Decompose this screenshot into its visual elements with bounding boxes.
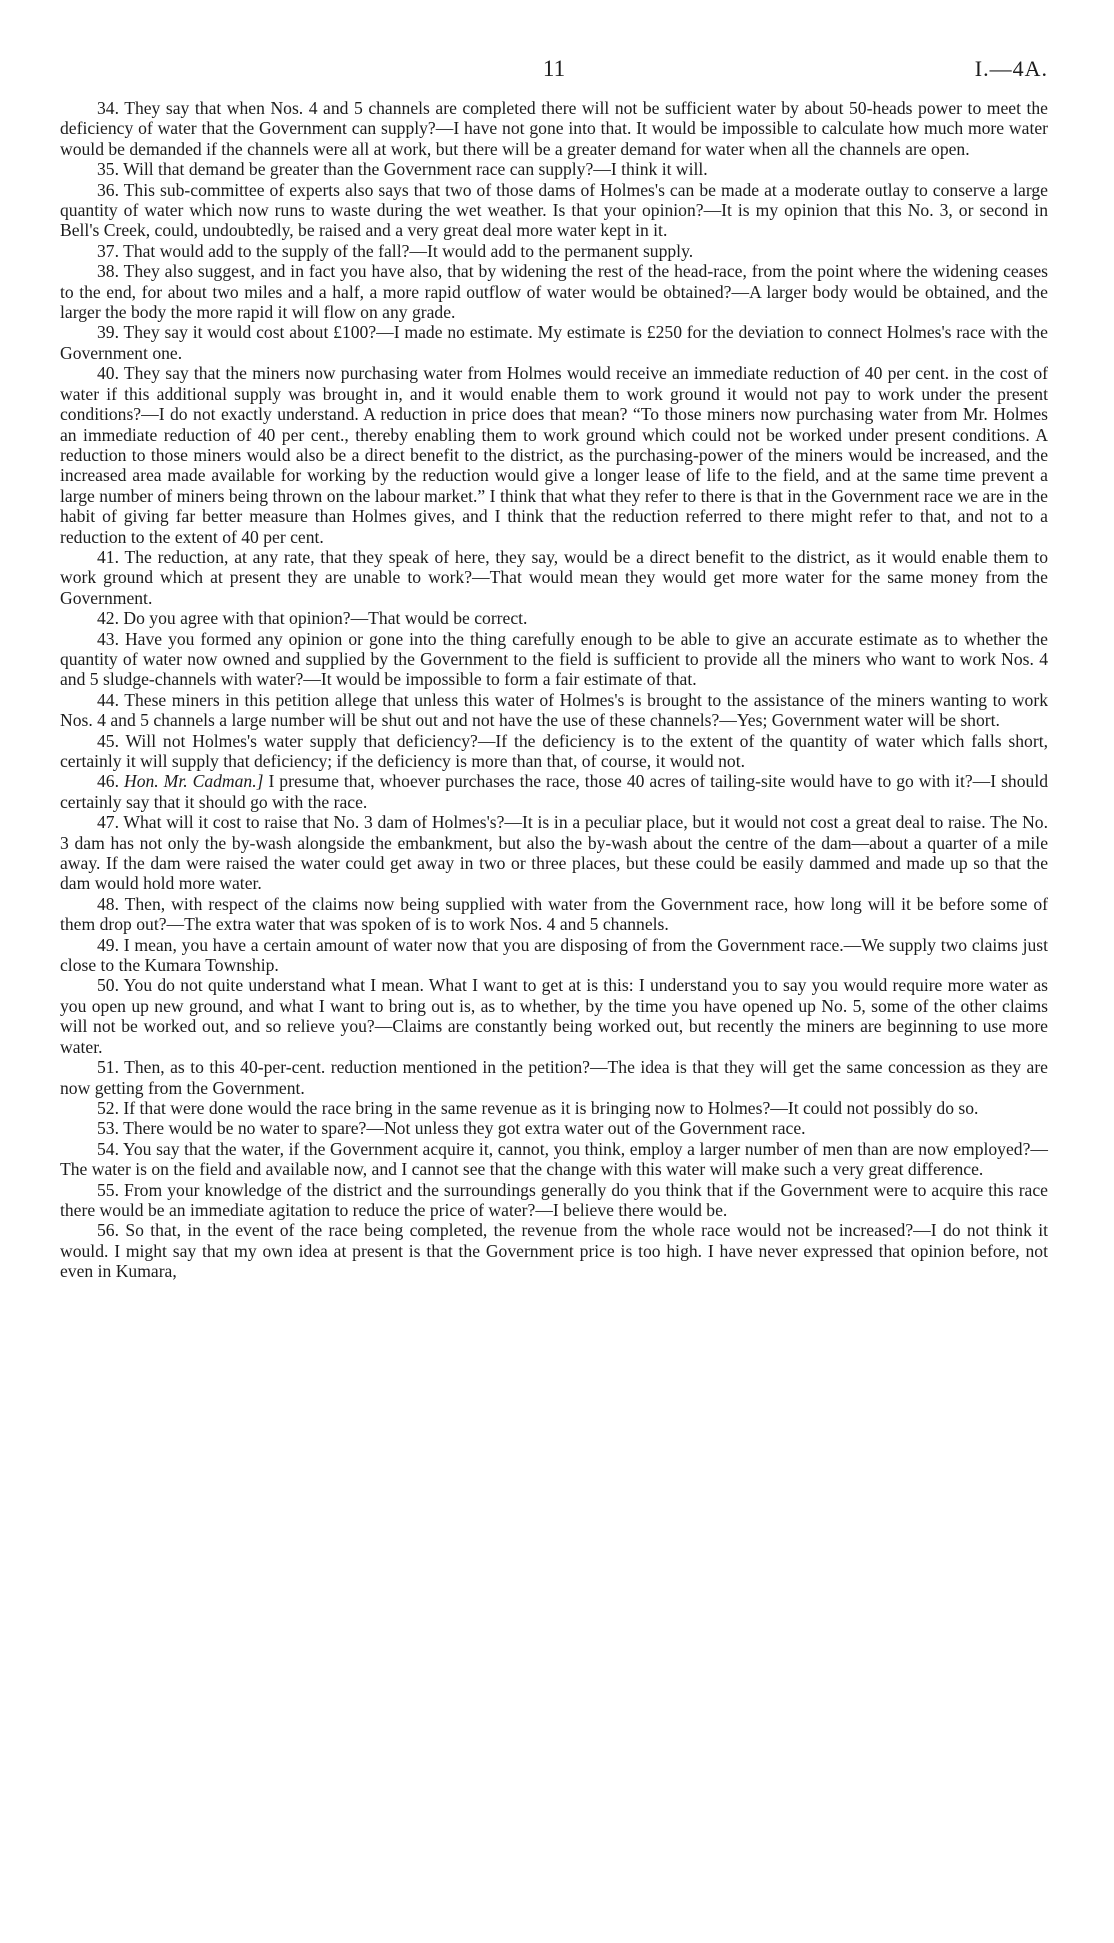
paragraph-49: 49. I mean, you have a certain amount of water now that you are disposing of from the Government race.—We supply two claims just close to the Kumara Township. <box>60 934 1048 976</box>
paragraph-37: 37. That would add to the supply of the fall?—It would add to the permanent supply. <box>97 240 694 261</box>
paragraph-46-text: I presume that, whoever purchases the race, those 40 acres of tailing-site would have to go with it?—I should certainly say that it should go with the race. <box>60 771 1049 812</box>
paragraph-35: 35. Will that demand be greater than the Government race can supply?—I think it will. <box>97 159 708 180</box>
paragraph-46 <box>60 771 1048 812</box>
evidence-text <box>60 98 1048 1282</box>
paragraph-40: 40. They say that the miners now purchasing water from Holmes would receive an immediate reduction of 40 per cent. in the cost of water if this additional supply was brought in, and it would enable them to work ground it would not pay to work under the present conditions?—I do not exactly understand. A reduction in price does that mean? “To those miners now purchasing water from Mr. Holmes an immediate reduction of 40 per cent., thereby enabling them to work ground which could not be worked under present conditions. A reduction to those miners would also be a direct benefit to the district, as the purchasing-power of the miners would be increased, and the increased area made available for working by the reduction would give a longer lease of life to the field, and at the same time prevent a large number of miners being thrown on the labour market.” I think that what they refer to there is that in the Government race we are in the habit of giving far better measure than Holmes gives, and I think that the reduction referred to there might refer to that, and not to a reduction to the extent of 40 per cent. <box>60 363 1048 547</box>
paragraph-43: 43. Have you formed any opinion or gone into the thing carefully enough to be able to give an accurate estimate as to whether the quantity of water now owned and supplied by the Government to the field is sufficient to provide all the miners who want to work Nos. 4 and 5 sludge-channels with water?—It would be impossible to form a fair estimate of that. <box>60 628 1048 690</box>
question-number: 46. <box>97 771 124 792</box>
paragraph-36: 36. This sub-committee of experts also says that two of those dams of Holmes's can be made at a moderate outlay to conserve a large quantity of water which now runs to waste during the wet weather. Is that your opinion?—It is my opinion that this No. 3, or second in Bell's Creek, could, undoubtedly, be raised and a very great deal more water kept in it. <box>60 179 1048 241</box>
paragraph-44: 44. These miners in this petition allege that unless this water of Holmes's is brought to the assistance of the miners wanting to work Nos. 4 and 5 channels a large number will be shut out and not have the use of these channels?—Yes; Government water will be short. <box>60 689 1048 731</box>
speaker-name: Hon. Mr. Cadman.] <box>123 771 264 792</box>
paragraph-42: 42. Do you agree with that opinion?—That would be correct. <box>97 608 528 629</box>
document-reference: I.—4A. <box>974 56 1048 81</box>
page-header <box>60 52 1048 98</box>
paragraph-54: 54. You say that the water, if the Government acquire it, cannot, you think, employ a larger number of men than are now employed?—The water is on the field and available now, and I cannot see that the change with this water will make such a very great difference. <box>60 1138 1048 1180</box>
page-number: 11 <box>542 56 566 81</box>
paragraph-48: 48. Then, with respect of the claims now being supplied with water from the Government race, how long will it be before some of them drop out?—The extra water that was spoken of is to work Nos. 4 and 5 channels. <box>60 893 1048 935</box>
paragraph-45: 45. Will not Holmes's water supply that deficiency?—If the deficiency is to the extent of the quantity of water which falls short, certainly it will supply that deficiency; if the deficiency is more than that, of course, it would not. <box>60 730 1048 771</box>
paragraph-41: 41. The reduction, at any rate, that they speak of here, they say, would be a direct benefit to the district, as it would enable them to work ground which at present they are unable to work?—That would mean they would get more water for the same money from the Government. <box>60 546 1048 608</box>
paragraph-47: 47. What will it cost to raise that No. 3 dam of Holmes's?—It is in a peculiar place, but it would not cost a great deal to raise. The No. 3 dam has not only the by-wash alongside the embankment, but also the by-wash about the centre of the dam—about a quarter of a mile away. If the dam were raised the water could get away in two or three places, but these could be easily dammed and made up so that the dam would hold more water. <box>60 812 1048 894</box>
paragraph-52: 52. If that were done would the race bring in the same revenue as it is bringing now to Holmes?—It could not possibly do so. <box>97 1097 979 1118</box>
paragraph-56: 56. So that, in the event of the race being completed, the revenue from the whole race would not be increased?—I do not think it would. I might say that my own idea at present is that the Government price is too high. I have never expressed that opinion before, not even in Kumara, <box>60 1220 1048 1282</box>
paragraph-34: 34. They say that when Nos. 4 and 5 channels are completed there will not be sufficient water by about 50-heads power to meet the deficiency of water that the Government can supply?—I have not gone into that. It would be impossible to calculate how much more water would be demanded if the channels were all at work, but there will be a greater demand for water when all the channels are open. <box>60 98 1048 159</box>
paragraph-55: 55. From your knowledge of the district and the surroundings generally do you think that if the Government were to acquire this race there would be an immediate agitation to reduce the price of water?—I believe there would be. <box>60 1179 1048 1220</box>
paragraph-53: 53. There would be no water to spare?—Not unless they got extra water out of the Government race. <box>97 1118 806 1139</box>
paragraph-51: 51. Then, as to this 40-per-cent. reduction mentioned in the petition?—The idea is that they will get the same concession as they are now getting from the Government. <box>60 1057 1048 1098</box>
paragraph-50: 50. You do not quite understand what I mean. What I want to get at is this: I understand you to say you would require more water as you open up new ground, and what I want to bring out is, as to whether, by the time you have opened up No. 5, some of the other claims will not be worked out, and so relieve you?—Claims are constantly being worked out, but recently the miners are beginning to use more water. <box>60 975 1048 1057</box>
paragraph-39: 39. They say it would cost about £100?—I made no estimate. My estimate is £250 for the deviation to connect Holmes's race with the Government one. <box>60 322 1048 363</box>
paragraph-38: 38. They also suggest, and in fact you have also, that by widening the rest of the head-race, from the point where the widening ceases to the end, for about two miles and a half, a more rapid outflow of water would be obtained?—A larger body would be obtained, and the larger the body the more rapid it will flow on any grade. <box>60 261 1048 323</box>
